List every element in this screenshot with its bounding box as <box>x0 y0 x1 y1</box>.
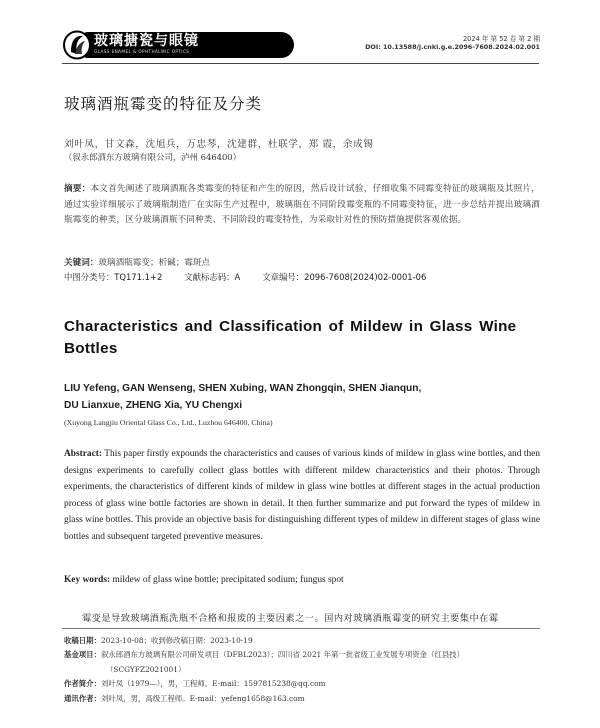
received-date: 2023-10-08；收到修改稿日期：2023-10-19 <box>100 636 253 645</box>
author-bio: 刘叶凤（1979—），男，工程师。E-mail：1597815238@qq.com <box>100 679 326 689</box>
affiliation-en: (Xuyong Langjiu Oriental Glass Co., Ltd., Luzhou 646400, China) <box>64 418 273 427</box>
contact-label: 通讯作者： <box>64 693 101 703</box>
funding-label: 基金项目： <box>64 650 101 660</box>
header-divider <box>62 63 539 64</box>
keywords-en-text: mildew of glass wine bottle; precipitated sodium; fungus spot <box>112 575 344 585</box>
journal-name-cn: 玻璃搪瓷与眼镜 <box>94 33 199 49</box>
authors-en <box>64 380 534 414</box>
clc-number: 中图分类号：TQ171.1+2 <box>64 272 163 282</box>
keywords-en <box>64 575 344 585</box>
footnotes <box>64 634 540 706</box>
author-label: 作者简介： <box>64 679 101 689</box>
issue-info: 2024 年 第 52 卷 第 2 期 <box>462 35 540 43</box>
journal-banner <box>84 32 294 58</box>
journal-logo <box>62 30 297 60</box>
footnote-contact <box>64 692 540 706</box>
keywords-cn-label: 关键词： <box>64 258 99 268</box>
abstract-cn <box>64 182 540 229</box>
paper-title-en: Characteristics and Classification of Mildew in Glass Wine Bottles <box>64 318 517 357</box>
doi: DOI: 10.13588/j.cnki.g.e.2096-7608.2024.02.001 <box>365 43 540 51</box>
body-paragraph: 霉变是导致玻璃酒瓶洗瓶不合格和报废的主要因素之一。国内对玻璃酒瓶霉变的研究主要集中在霉 <box>82 613 499 624</box>
keywords-cn <box>64 256 210 268</box>
document-code: 文献标志码：A <box>184 272 241 282</box>
keywords-en-label: Key words: <box>64 575 111 585</box>
footnote-funding-cont: （SCGYFZ2021001） <box>106 664 186 674</box>
footnote-funding <box>64 648 540 662</box>
abstract-cn-label: 摘要： <box>64 184 91 194</box>
classification-line <box>64 271 426 283</box>
authors-en-line1: LIU Yefeng, GAN Wenseng, SHEN Xubing, WAN Zhongqin, SHEN Jianqun, <box>64 383 422 394</box>
authors-cn: 刘叶凤，甘文森，沈旭兵，万忠琴，沈建群，杜联学，郑 霞，余成锡 <box>64 139 374 150</box>
article-number: 文章编号：2096-7608(2024)02-0001-06 <box>262 272 427 282</box>
authors-en-line2: DU Lianxue, ZHENG Xia, YU Chengxi <box>64 400 243 411</box>
abstract-cn-text: 本文首先阐述了玻璃酒瓶各类霉变的特征和产生的原因，然后设计试验，仔细收集不同霉变特征的玻璃瓶及其照片，通过实验详细展示了玻璃瓶制造厂在实际生产过程中，玻璃瓶在不同阶段霉变瓶的不同霉变特征，进一步总结并提出玻璃酒瓶霉变的种类，区分玻璃酒瓶不同种类、不同阶段的霉变特性，为采取针对性的预防措施提供客观依据。 <box>64 184 540 225</box>
funding-text: 叙永郎酒东方玻璃有限公司研发项目（DFBL2023）；四川省 2021 年第一批省级工业发展专项资金（红县技） <box>100 650 464 660</box>
keywords-cn-text: 玻璃酒瓶霉变；析碱；霉斑点 <box>98 258 211 268</box>
abstract-en <box>64 446 540 545</box>
journal-emblem-icon <box>62 30 94 60</box>
abstract-en-text: This paper firstly expounds the characteristics and causes of various kinds of mildew in glass wine bottles, and then designs experiments to carefully collect glass bottles with different mildew characteristics and their photos. Through experiments, the characteristics of different kinds of mildew in glass wine bottles at different stages in the actual production process of glass wine bottle factories are shown in detail. It then further summarize and put forward the types of mildew in glass wine bottles. This provide an objective basis for distinguishing different types of mildew in different stages of glass wine bottles and subsequent targeted preventive measures. <box>64 449 540 542</box>
paper-title-cn: 玻璃酒瓶霉变的特征及分类 <box>64 95 263 113</box>
footnote-divider <box>62 628 540 629</box>
contact-info: 刘叶凤，男，高级工程师。E-mail：yefeng1658@163.com <box>100 693 305 703</box>
footnote-author <box>64 677 540 691</box>
received-label: 收稿日期： <box>64 636 101 645</box>
footnote-received <box>64 634 540 648</box>
affiliation-cn: （叙永郎酒东方玻璃有限公司，泸州 646400） <box>64 152 242 162</box>
abstract-en-label: Abstract: <box>64 449 103 459</box>
journal-name-en: GLASS ENAMEL & OPHTHALMIC OPTICS <box>94 49 190 54</box>
